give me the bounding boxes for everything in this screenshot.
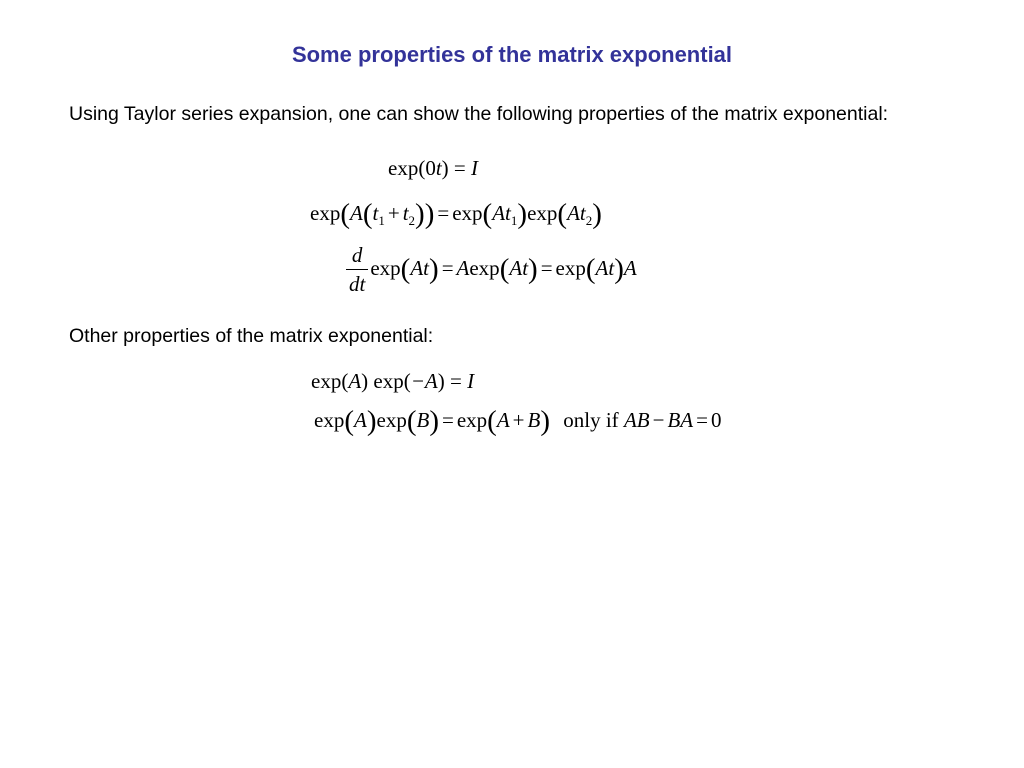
left-paren: ( xyxy=(487,405,497,437)
equation-exp-sum xyxy=(310,198,602,230)
var-t: t xyxy=(402,201,409,225)
equation-exp-product xyxy=(314,405,722,437)
equals-sign: = xyxy=(437,201,450,225)
equation-exp-inverse xyxy=(311,371,474,392)
right-paren: ) xyxy=(429,252,439,285)
exp-func: exp xyxy=(310,201,341,225)
exp-func: exp xyxy=(370,255,401,280)
close-eq: ) = xyxy=(441,156,472,180)
var-B: B xyxy=(527,408,541,432)
exp-func: exp xyxy=(376,408,407,432)
var-A: A xyxy=(492,201,506,225)
exp-func: exp xyxy=(469,255,500,280)
plus-sign: + xyxy=(387,201,400,225)
identity-matrix: I xyxy=(467,369,475,393)
exp-func: exp xyxy=(555,255,586,280)
exp-open: exp( xyxy=(373,369,411,393)
right-paren: ) xyxy=(592,198,602,230)
var-A: A xyxy=(456,255,470,280)
var-t: t xyxy=(522,255,529,280)
derivative-fraction xyxy=(346,245,368,295)
only-if-text: only if xyxy=(563,408,619,432)
right-paren: ) xyxy=(424,198,435,230)
right-paren: ) xyxy=(528,252,538,285)
plus-sign: + xyxy=(512,408,525,432)
left-paren: ( xyxy=(340,198,350,230)
other-properties-paragraph: Other properties of the matrix exponential: xyxy=(69,325,434,347)
subscript-2: 2 xyxy=(408,213,416,228)
equation-derivative xyxy=(346,245,637,295)
fraction-numerator: d xyxy=(346,245,368,270)
right-paren: ) xyxy=(614,252,624,285)
product-AB: AB xyxy=(623,408,650,432)
exp-func: exp xyxy=(527,201,558,225)
right-paren: ) xyxy=(415,198,425,230)
var-t: t xyxy=(423,255,430,280)
var-A: A xyxy=(350,201,363,225)
var-minus-A: −A xyxy=(410,369,438,393)
subscript-1: 1 xyxy=(510,213,518,228)
left-paren: ( xyxy=(400,252,411,285)
var-A: A xyxy=(623,255,637,280)
equals-sign: = xyxy=(540,255,553,280)
var-t: t xyxy=(372,201,379,225)
var-A: A xyxy=(509,255,523,280)
var-A: A xyxy=(348,369,362,393)
slide-title: Some properties of the matrix exponential xyxy=(291,42,733,67)
close-paren: ) xyxy=(361,369,369,393)
zero-value: 0 xyxy=(710,408,722,432)
var-t: t xyxy=(579,201,586,225)
left-paren: ( xyxy=(362,198,373,230)
equals-sign: = xyxy=(442,408,454,432)
right-paren: ) xyxy=(540,405,551,437)
minus-sign: − xyxy=(652,408,665,432)
left-paren: ( xyxy=(406,405,417,437)
left-paren: ( xyxy=(344,405,354,437)
equals-sign: = xyxy=(696,408,708,432)
exp-func: exp xyxy=(452,201,483,225)
product-BA: BA xyxy=(667,408,694,432)
var-A: A xyxy=(496,408,510,432)
var-A: A xyxy=(410,255,424,280)
var-A: A xyxy=(354,408,367,432)
right-paren: ) xyxy=(429,405,439,437)
left-paren: ( xyxy=(499,252,510,285)
subscript-1: 1 xyxy=(378,213,385,228)
exp-open: exp( xyxy=(311,369,349,393)
exp-func: exp xyxy=(314,408,345,432)
right-paren: ) xyxy=(517,198,528,230)
fraction-denominator: dt xyxy=(349,272,366,296)
intro-paragraph: Using Taylor series expansion, one can show the following properties of the matrix exponential: xyxy=(69,103,889,125)
left-paren: ( xyxy=(557,198,568,230)
subscript-2: 2 xyxy=(585,213,593,228)
exp-func: exp xyxy=(456,408,488,432)
var-B: B xyxy=(416,408,430,432)
left-paren: ( xyxy=(482,198,493,230)
var-A: A xyxy=(595,255,609,280)
equals-sign: = xyxy=(441,255,454,280)
exp-zero-open: exp(0 xyxy=(388,156,436,180)
equation-exp-zero xyxy=(388,158,478,179)
var-t: t xyxy=(505,201,511,225)
var-A: A xyxy=(567,201,580,225)
var-t: t xyxy=(608,255,615,280)
close-eq: ) = xyxy=(437,369,468,393)
right-paren: ) xyxy=(366,405,377,437)
identity-matrix: I xyxy=(471,156,479,180)
left-paren: ( xyxy=(585,252,596,285)
var-t: t xyxy=(435,156,442,180)
